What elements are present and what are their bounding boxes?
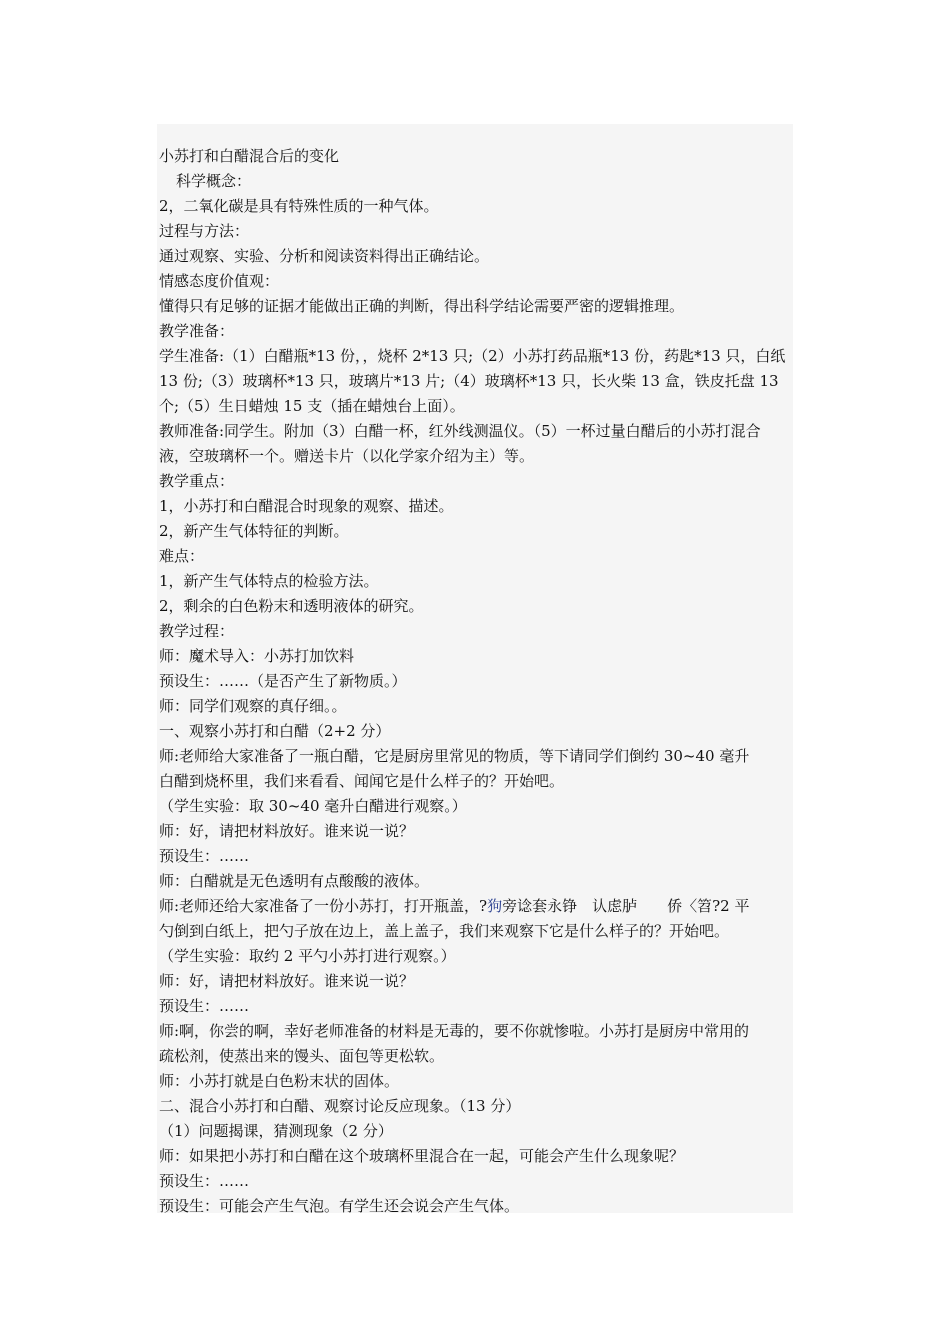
text-line: 师：白醋就是无色透明有点酸酸的液体。 — [159, 872, 430, 890]
section-heading: 情感态度价值观： — [159, 272, 280, 290]
text-line: 通过观察、实验、分析和阅读资料得出正确结论。 — [159, 247, 490, 265]
text-line: 预设生：…… — [159, 847, 250, 865]
text-line: 师：如果把小苏打和白醋在这个玻璃杯里混合在一起，可能会产生什么现象呢？ — [159, 1147, 685, 1165]
document-body — [159, 144, 795, 1219]
section-heading: 二、混合小苏打和白醋、观察讨论反应现象。（13 分） — [159, 1097, 521, 1115]
text-line: 个;（5）生日蜡烛 15 支（插在蜡烛台上面）。 — [159, 397, 465, 415]
text-line: 1，新产生气体特点的检验方法。 — [159, 572, 379, 590]
text-line: 懂得只有足够的证据才能做出正确的判断，得出科学结论需要严密的逻辑推理。 — [159, 297, 685, 315]
text-line: 预设生：……（是否产生了新物质。） — [159, 672, 407, 690]
text-line: 液，空玻璃杯一个。赠送卡片（以化学家介绍为主）等。 — [159, 447, 535, 465]
text-line: 2，二氧化碳是具有特殊性质的一种气体。 — [159, 197, 439, 215]
section-heading: 一、观察小苏打和白醋（2+2 分） — [159, 722, 391, 740]
text-line: 师：好，请把材料放好。谁来说一说？ — [159, 972, 415, 990]
text-line: 预设生：…… — [159, 997, 250, 1015]
text-line: （1）问题揭课，猜测现象（2 分） — [159, 1122, 393, 1140]
text-line: 2，新产生气体特征的判断。 — [159, 522, 349, 540]
text-line: 勺倒到白纸上，把勺子放在边上，盖上盖子，我们来观察下它是什么样子的？开始吧。 — [159, 922, 730, 940]
text-line: 白醋到烧杯里，我们来看看、闻闻它是什么样子的？开始吧。 — [159, 772, 565, 790]
text-line: 师：小苏打就是白色粉末状的固体。 — [159, 1072, 400, 1090]
text-line: 13 份;（3）玻璃杯*13 只，玻璃片*13 片;（4）玻璃杯*13 只，长火柴 13 盒，铁皮托盘 13 — [159, 372, 779, 390]
text-line: 1，小苏打和白醋混合时现象的观察、描述。 — [159, 497, 454, 515]
text-line: 预设生：…… — [159, 1172, 250, 1190]
section-heading: 难点： — [159, 547, 205, 565]
section-heading: 教学过程： — [159, 622, 235, 640]
text-line: 师：同学们观察的真仔细。。 — [159, 697, 347, 715]
text-line: 师：魔术导入：小苏打加饮料 — [159, 647, 355, 665]
text-line: 预设生：可能会产生气泡。有学生还会说会产生气体。 — [159, 1197, 520, 1215]
text-line: （学生实验：取 30~40 毫升白醋进行观察。） — [159, 797, 467, 815]
text-line: 疏松剂，使蒸出来的馒头、面包等更松软。 — [159, 1047, 445, 1065]
section-heading: 过程与方法： — [159, 222, 250, 240]
text-line: 师：好，请把材料放好。谁来说一说？ — [159, 822, 415, 840]
section-heading: 教学重点： — [159, 472, 235, 490]
text-line: 学生准备:（1）白醋瓶*13 份，，烧杯 2*13 只;（2）小苏打药品瓶*13 份，药匙*13 只，白纸 — [159, 347, 786, 365]
section-heading: 科学概念： — [176, 172, 252, 190]
text-line: 师:啊，你尝的啊，幸好老师准备的材料是无毒的，要不你就惨啦。小苏打是厨房中常用的 — [159, 1022, 750, 1040]
text-line: 师:老师给大家准备了一瓶白醋，它是厨房里常见的物质，等下请同学们倒约 30~40 毫升 — [159, 747, 750, 765]
text-line: 2，剩余的白色粉末和透明液体的研究。 — [159, 597, 424, 615]
text-line: 教师准备:同学生。附加（3）白醋一杯，红外线测温仪。（5）一杯过量白醋后的小苏打混合 — [159, 422, 761, 440]
document-title: 小苏打和白醋混合后的变化 — [159, 147, 340, 165]
text-segment: 师:老师还给大家准备了一份小苏打，打开瓶盖，? — [159, 897, 488, 915]
section-heading: 教学准备： — [159, 322, 235, 340]
text-segment-blue: 狗 — [487, 897, 503, 915]
text-line — [159, 894, 795, 919]
text-segment: 旁谂套永铮 认虑胪 侨〈笤?2 平 — [502, 897, 750, 915]
text-line: （学生实验：取约 2 平勺小苏打进行观察。） — [159, 947, 456, 965]
